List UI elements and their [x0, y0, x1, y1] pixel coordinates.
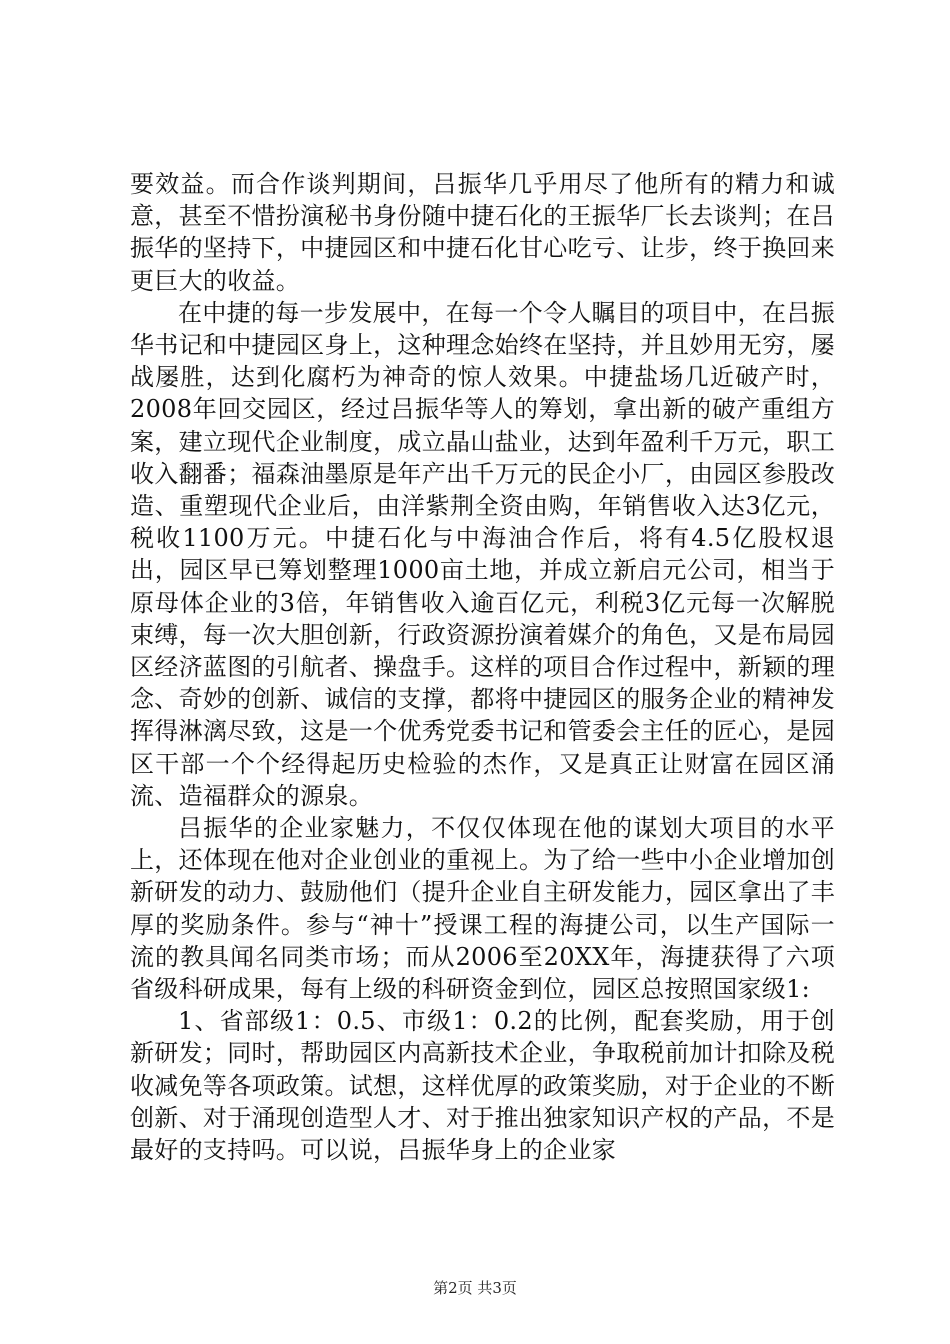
paragraph-2: 在中捷的每一步发展中，在每一个令人瞩目的项目中，在吕振华书记和中捷园区身上，这种理念始终在坚持，并且妙用无穷，屡战屡胜，达到化腐朽为神奇的惊人效果。中捷盐场几近破产时，2008年回交园区，经过吕振华等人的筹划，拿出新的破产重组方案，建立现代企业制度，成立晶山盐业，达到年盈利千万元，职工收入翻番；福森油墨原是年产出千万元的民企小厂，由园区参股改造、重塑现代企业后，由洋紫荆全资由购，年销售收入达3亿元，税收1100万元。中捷石化与中海油合作后，将有4.5亿股权退出，园区早已筹划整理1000亩土地，并成立新启元公司，相当于原母体企业的3倍，年销售收入逾百亿元，利税3亿元每一次解脱束缚，每一次大胆创新，行政资源扮演着媒介的角色，又是布局园区经济蓝图的引航者、操盘手。这样的项目合作过程中，新颖的理念、奇妙的创新、诚信的支撑，都将中捷园区的服务企业的精神发挥得淋漓尽致，这是一个优秀党委书记和管委会主任的匠心，是园区干部一个个经得起历史检验的杰作，又是真正让财富在园区涌流、造福群众的源泉。 — [130, 298, 835, 810]
page-number-footer: 第2页 共3页 — [433, 1279, 517, 1297]
paragraph-3: 吕振华的企业家魅力，不仅仅体现在他的谋划大项目的水平上，还体现在他对企业创业的重视上。为了给一些中小企业增加创新研发的动力、鼓励他们（提升企业自主研发能力，园区拿出了丰厚的奖励条件。参与“神十”授课工程的海捷公司，以生产国际一流的教具闻名同类市场；而从2006至20XX年，海捷获得了六项省级科研成果，每有上级的科研资金到位，园区总按照国家级1: — [130, 814, 835, 1004]
document-body — [130, 168, 835, 1166]
paragraph-1: 要效益。而合作谈判期间，吕振华几乎用尽了他所有的精力和诚意，甚至不惜扮演秘书身份随中捷石化的王振华厂长去谈判；在吕振华的坚持下，中捷园区和中捷石化甘心吃亏、让步，终于换回来更巨大的收益。 — [130, 170, 835, 295]
paragraph-4: 1、省部级1：0.5、市级1：0.2的比例，配套奖励，用于创新研发；同时，帮助园区内高新技术企业，争取税前加计扣除及税收减免等各项政策。试想，这样优厚的政策奖励，对于企业的不断创新、对于涌现创造型人才、对于推出独家知识产权的产品，不是最好的支持吗。可以说，吕振华身上的企业家 — [130, 1007, 835, 1165]
